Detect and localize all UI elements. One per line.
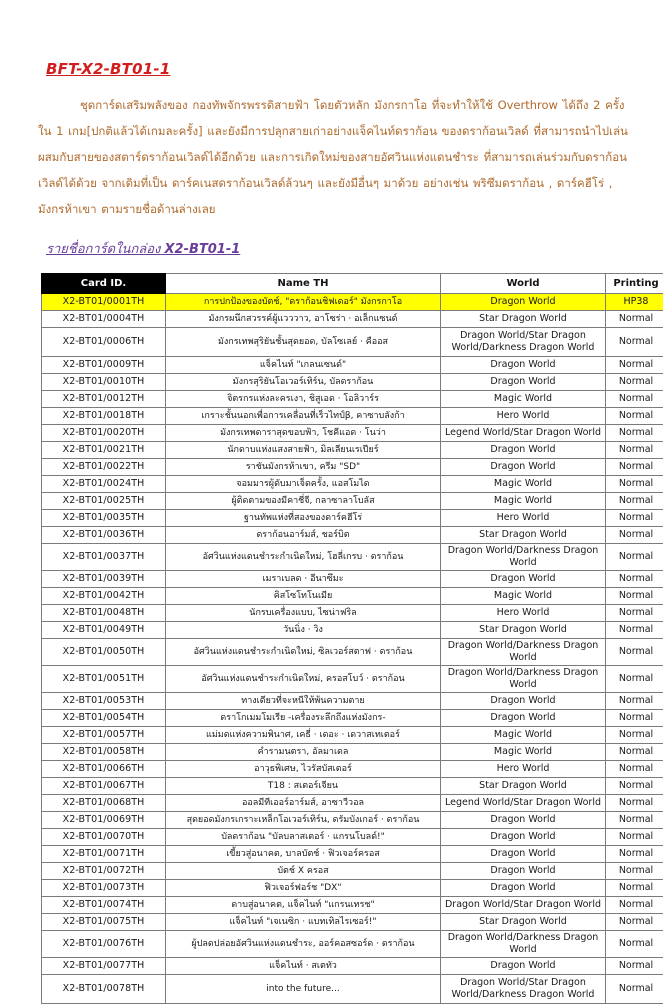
cell-card-id: X2-BT01/0009TH — [42, 357, 166, 374]
table-row — [42, 829, 663, 846]
cell-world: Dragon World — [441, 693, 606, 710]
cell-name-th: คำรามนตรา, อัลมาเดล — [166, 744, 441, 761]
cell-world: Dragon World/Star Dragon World/Darkness Dragon World — [441, 975, 606, 1004]
cell-card-id: X2-BT01/0039TH — [42, 571, 166, 588]
cell-world: Dragon World — [441, 880, 606, 897]
cell-printing: Normal — [606, 710, 663, 727]
cell-card-id: X2-BT01/0035TH — [42, 510, 166, 527]
table-row — [42, 588, 663, 605]
cell-name-th: อัศวินแห่งแดนชำระกำเนิดใหม่, โฮลี่เกรบ · ดราก้อน — [166, 544, 441, 571]
cell-world: Magic World — [441, 744, 606, 761]
card-list-table — [41, 273, 663, 1004]
cell-name-th: บัลดราก้อน "บัลบลาสเตอร์ · แกรนโบลด์!" — [166, 829, 441, 846]
cell-name-th: นักรบเครื่องแบบ, ไซน่าฟริล — [166, 605, 441, 622]
cell-printing: Normal — [606, 727, 663, 744]
cell-world: Dragon World — [441, 829, 606, 846]
section-heading-label: รายชื่อการ์ดในกล่อง — [46, 242, 160, 257]
cell-name-th: ฐานทัพแห่งที่สองของดาร์คฮีโร่ — [166, 510, 441, 527]
cell-world: Dragon World — [441, 958, 606, 975]
cell-printing: Normal — [606, 425, 663, 442]
table-row — [42, 639, 663, 666]
cell-world: Dragon World/Star Dragon World/Darkness Dragon World — [441, 328, 606, 357]
cell-printing: Normal — [606, 795, 663, 812]
cell-name-th: แม่มดแห่งความพินาศ, เคธี่ · เดอะ · เดวาสเทเตอร์ — [166, 727, 441, 744]
cell-card-id: X2-BT01/0036TH — [42, 527, 166, 544]
cell-printing: HP38 — [606, 294, 663, 311]
cell-world: Hero World — [441, 510, 606, 527]
cell-name-th: เมราเบลด · อีนาซึมะ — [166, 571, 441, 588]
cell-card-id: X2-BT01/0054TH — [42, 710, 166, 727]
cell-name-th: มังกรเทพสุริยันชั้นสุดยอด, บัลโซเลย์ · คืออส — [166, 328, 441, 357]
cell-name-th: เขี้ยวสู่อนาคต, บาลบัตช์ · ฟิวเจอร์ครอส — [166, 846, 441, 863]
cell-world: Legend World/Star Dragon World — [441, 795, 606, 812]
cell-name-th: วันนิ่ง · วิง — [166, 622, 441, 639]
cell-name-th: จิตรกรแห่งละครเงา, ชิสูเอด · โอลิวาร์ร — [166, 391, 441, 408]
cell-world: Star Dragon World — [441, 778, 606, 795]
cell-card-id: X2-BT01/0069TH — [42, 812, 166, 829]
section-heading-code: X2-BT01-1 — [165, 242, 241, 257]
cell-card-id: X2-BT01/0049TH — [42, 622, 166, 639]
cell-printing: Normal — [606, 328, 663, 357]
cell-card-id: X2-BT01/0076TH — [42, 931, 166, 958]
cell-card-id: X2-BT01/0037TH — [42, 544, 166, 571]
table-row — [42, 693, 663, 710]
cell-name-th: มังกรผนึกสวรรค์ผู้แวววาว, อาโซร่า · อเล็กแซนด์ — [166, 311, 441, 328]
cell-name-th: แจ็คไนท์ "เกลนเซนด์" — [166, 357, 441, 374]
intro-paragraph: ชุดการ์ดเสริมพลังของ กองทัพจักรพรรดิสายฟ้า โดยตัวหลัก มังกรกาโอ ที่จะทำให้ใช้ Overthrow ได้ถึง 2 ครั้ง ใน 1 เกม[ปกติแล้วได้เกมละครั้ง] และยังมีการปลุกสายเก่าอย่างแจ็คไนท์ดราก้อน ของดราก้อนเวิลด์ ที่สามารถนำไปเล่นผสมกับสายของสตาร์ดราก้อนเวิลด์ได้อีกด้วย และการเกิดใหม่ของสายอัศวินแห่งแดนชำระ ที่สามารถเล่นร่วมกับดราก้อนเวิลด์ได้ด้วย จากเดิมที่เป็น ดาร์คเนสดราก้อนเวิลด์ล้วนๆ และยังมีอื่นๆ มาด้วย อย่างเช่น พริซึมดราก้อน , ดาร์คฮีโร่ , มังกรห้าเขา ตามรายชื่อด้านล่างเลย — [38, 92, 637, 222]
page-title: BFT-X2-BT01-1 — [46, 60, 637, 78]
cell-name-th: บัตช์ X ครอส — [166, 863, 441, 880]
cell-card-id: X2-BT01/0025TH — [42, 493, 166, 510]
cell-world: Hero World — [441, 761, 606, 778]
cell-world: Dragon World — [441, 846, 606, 863]
table-row — [42, 527, 663, 544]
table-row — [42, 328, 663, 357]
cell-card-id: X2-BT01/0075TH — [42, 914, 166, 931]
table-row — [42, 975, 663, 1004]
cell-card-id: X2-BT01/0048TH — [42, 605, 166, 622]
cell-printing: Normal — [606, 931, 663, 958]
cell-world: Star Dragon World — [441, 311, 606, 328]
table-row — [42, 311, 663, 328]
cell-world: Hero World — [441, 605, 606, 622]
cell-card-id: X2-BT01/0073TH — [42, 880, 166, 897]
cell-printing: Normal — [606, 829, 663, 846]
table-row — [42, 897, 663, 914]
cell-name-th: คิสโซโทโนเมีย — [166, 588, 441, 605]
cell-world: Dragon World — [441, 357, 606, 374]
cell-printing: Normal — [606, 357, 663, 374]
cell-printing: Normal — [606, 975, 663, 1004]
cell-card-id: X2-BT01/0050TH — [42, 639, 166, 666]
cell-world: Magic World — [441, 391, 606, 408]
table-row — [42, 425, 663, 442]
cell-world: Dragon World/Darkness Dragon World — [441, 639, 606, 666]
cell-name-th: เกราะชั้นนอกเพื่อการเคลื่อนที่เร็วไทป์β, คาซาบลังก้า — [166, 408, 441, 425]
cell-card-id: X2-BT01/0070TH — [42, 829, 166, 846]
cell-card-id: X2-BT01/0068TH — [42, 795, 166, 812]
table-row — [42, 391, 663, 408]
cell-world: Dragon World — [441, 294, 606, 311]
cell-name-th: มังกรเทพดาราสุดขอบฟ้า, โชคีแอด · โนว่า — [166, 425, 441, 442]
cell-printing: Normal — [606, 958, 663, 975]
cell-printing: Normal — [606, 493, 663, 510]
cell-printing: Normal — [606, 897, 663, 914]
cell-world: Magic World — [441, 493, 606, 510]
cell-name-th: สุดยอดมังกรเกราะเหล็กโอเวอร์เทิร์น, ดรัมบังเกอร์ · ดราก้อน — [166, 812, 441, 829]
cell-name-th: ออลมีทีเออร์อาร์มส์, อาซาวีวอล — [166, 795, 441, 812]
cell-printing: Normal — [606, 588, 663, 605]
cell-printing: Normal — [606, 510, 663, 527]
column-header-world: World — [441, 274, 606, 294]
cell-name-th: แจ็คไนท์ · สเตทัว — [166, 958, 441, 975]
table-row — [42, 493, 663, 510]
cell-printing: Normal — [606, 914, 663, 931]
cell-name-th: นักดาบแห่งแสงสายฟ้า, มิลเลียนเรเปียร์ — [166, 442, 441, 459]
table-row — [42, 710, 663, 727]
table-row — [42, 846, 663, 863]
cell-name-th: อาวุธพิเศษ, ไวรัสบัสเตอร์ — [166, 761, 441, 778]
cell-card-id: X2-BT01/0021TH — [42, 442, 166, 459]
cell-card-id: X2-BT01/0022TH — [42, 459, 166, 476]
cell-card-id: X2-BT01/0042TH — [42, 588, 166, 605]
cell-world: Hero World — [441, 408, 606, 425]
table-row — [42, 476, 663, 493]
cell-world: Star Dragon World — [441, 527, 606, 544]
cell-world: Legend World/Star Dragon World — [441, 425, 606, 442]
cell-card-id: X2-BT01/0053TH — [42, 693, 166, 710]
cell-printing: Normal — [606, 605, 663, 622]
cell-card-id: X2-BT01/0066TH — [42, 761, 166, 778]
table-row — [42, 442, 663, 459]
table-row — [42, 294, 663, 311]
cell-name-th: ฟิวเจอร์ฟอร์ช "DX" — [166, 880, 441, 897]
cell-card-id: X2-BT01/0024TH — [42, 476, 166, 493]
cell-printing: Normal — [606, 544, 663, 571]
cell-world: Dragon World — [441, 710, 606, 727]
cell-name-th: อัศวินแห่งแดนชำระกำเนิดใหม่, ครอสโบว์ · ดราก้อน — [166, 666, 441, 693]
cell-printing: Normal — [606, 476, 663, 493]
column-header-name-th: Name TH — [166, 274, 441, 294]
cell-printing: Normal — [606, 459, 663, 476]
cell-card-id: X2-BT01/0018TH — [42, 408, 166, 425]
cell-name-th: ผู้ปลดปล่อยอัศวินแห่งแดนชำระ, ออร์คอสซอร์ด · ดราก้อน — [166, 931, 441, 958]
cell-printing: Normal — [606, 391, 663, 408]
cell-world: Dragon World — [441, 374, 606, 391]
cell-world: Dragon World/Darkness Dragon World — [441, 544, 606, 571]
cell-card-id: X2-BT01/0072TH — [42, 863, 166, 880]
cell-world: Dragon World — [441, 459, 606, 476]
cell-card-id: X2-BT01/0051TH — [42, 666, 166, 693]
cell-printing: Normal — [606, 374, 663, 391]
cell-printing: Normal — [606, 880, 663, 897]
cell-name-th: ดราก้อนอาร์มส์, ชอร์บิต — [166, 527, 441, 544]
cell-world: Dragon World/Darkness Dragon World — [441, 931, 606, 958]
cell-world: Star Dragon World — [441, 914, 606, 931]
cell-world: Magic World — [441, 476, 606, 493]
cell-printing: Normal — [606, 311, 663, 328]
cell-printing: Normal — [606, 571, 663, 588]
cell-card-id: X2-BT01/0058TH — [42, 744, 166, 761]
cell-printing: Normal — [606, 442, 663, 459]
table-row — [42, 727, 663, 744]
cell-name-th: ทางเดียวที่จะหนีให้พ้นความตาย — [166, 693, 441, 710]
cell-world: Dragon World — [441, 442, 606, 459]
table-header-row — [42, 274, 663, 294]
cell-name-th: T18 : สเตอร์เจียน — [166, 778, 441, 795]
table-row — [42, 605, 663, 622]
section-heading — [46, 238, 637, 259]
cell-world: Dragon World — [441, 812, 606, 829]
cell-card-id: X2-BT01/0071TH — [42, 846, 166, 863]
cell-printing: Normal — [606, 846, 663, 863]
cell-card-id: X2-BT01/0074TH — [42, 897, 166, 914]
table-row — [42, 571, 663, 588]
cell-printing: Normal — [606, 408, 663, 425]
table-row — [42, 357, 663, 374]
table-row — [42, 880, 663, 897]
table-row — [42, 510, 663, 527]
cell-name-th: into the future... — [166, 975, 441, 1004]
table-row — [42, 374, 663, 391]
table-row — [42, 812, 663, 829]
table-row — [42, 622, 663, 639]
cell-printing: Normal — [606, 622, 663, 639]
cell-name-th: ดาบสู่อนาคต, แจ็คไนท์ "แกรนเทรช" — [166, 897, 441, 914]
table-row — [42, 863, 663, 880]
cell-card-id: X2-BT01/0012TH — [42, 391, 166, 408]
table-row — [42, 744, 663, 761]
cell-card-id: X2-BT01/0020TH — [42, 425, 166, 442]
table-row — [42, 459, 663, 476]
cell-card-id: X2-BT01/0067TH — [42, 778, 166, 795]
cell-name-th: ผู้ติดตามของมีคาชี่จี, กลาซาลาโบลัส — [166, 493, 441, 510]
table-row — [42, 795, 663, 812]
cell-world: Dragon World — [441, 571, 606, 588]
cell-name-th: ราชันมังกรห้าเขา, ครีม "SD" — [166, 459, 441, 476]
table-row — [42, 666, 663, 693]
cell-printing: Normal — [606, 812, 663, 829]
table-body — [42, 294, 663, 1004]
cell-printing: Normal — [606, 639, 663, 666]
cell-printing: Normal — [606, 666, 663, 693]
cell-card-id: X2-BT01/0001TH — [42, 294, 166, 311]
cell-name-th: แจ็คไนท์ "เจเนซิก · แบทเทิลไรเซอร์!" — [166, 914, 441, 931]
cell-name-th: การปกป้องของบัตช์, "ดราก้อนชิฟเดอร์" มังกรกาโอ — [166, 294, 441, 311]
cell-printing: Normal — [606, 761, 663, 778]
cell-printing: Normal — [606, 527, 663, 544]
cell-card-id: X2-BT01/0010TH — [42, 374, 166, 391]
cell-card-id: X2-BT01/0057TH — [42, 727, 166, 744]
table-row — [42, 544, 663, 571]
cell-card-id: X2-BT01/0078TH — [42, 975, 166, 1004]
column-header-printing: Printing — [606, 274, 663, 294]
table-row — [42, 408, 663, 425]
table-row — [42, 778, 663, 795]
cell-world: Dragon World — [441, 863, 606, 880]
table-row — [42, 761, 663, 778]
cell-name-th: จอมมารผู้ดับมาเจ็ดครั้ง, แอสโมได — [166, 476, 441, 493]
table-row — [42, 931, 663, 958]
table-row — [42, 914, 663, 931]
cell-printing: Normal — [606, 778, 663, 795]
column-header-card-id: Card ID. — [42, 274, 166, 294]
cell-printing: Normal — [606, 744, 663, 761]
cell-card-id: X2-BT01/0004TH — [42, 311, 166, 328]
cell-world: Magic World — [441, 588, 606, 605]
cell-printing: Normal — [606, 693, 663, 710]
cell-world: Dragon World/Darkness Dragon World — [441, 666, 606, 693]
cell-card-id: X2-BT01/0077TH — [42, 958, 166, 975]
cell-name-th: มังกรสุริยันโอเวอร์เทิร์น, บัลดราก้อน — [166, 374, 441, 391]
cell-world: Star Dragon World — [441, 622, 606, 639]
cell-card-id: X2-BT01/0006TH — [42, 328, 166, 357]
cell-name-th: ดราโกเมมโมเรีย -เครื่องระลึกถึงแห่งมังกร- — [166, 710, 441, 727]
cell-printing: Normal — [606, 863, 663, 880]
cell-world: Magic World — [441, 727, 606, 744]
table-row — [42, 958, 663, 975]
table-header — [42, 274, 663, 294]
cell-name-th: อัศวินแห่งแดนชำระกำเนิดใหม่, ซิลเวอร์สตาฟ · ดราก้อน — [166, 639, 441, 666]
cell-world: Dragon World/Star Dragon World — [441, 897, 606, 914]
